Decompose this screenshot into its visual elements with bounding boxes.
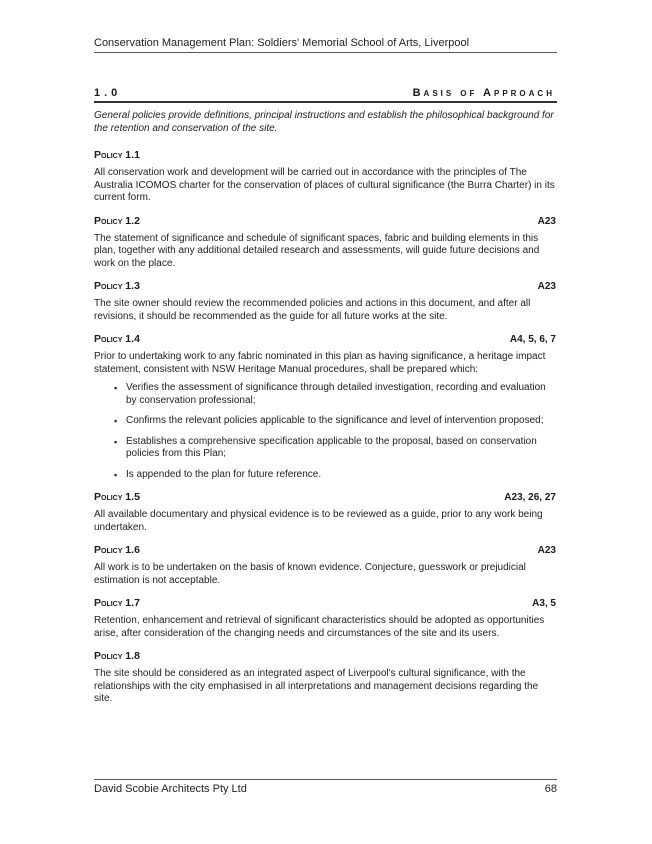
policy-text: The site should be considered as an integrated aspect of Liverpool's cultural significance, with the relationships with the city emphasised in all interpretations and management decisions regarding the site. xyxy=(94,668,539,704)
policy-title: Policy 1.6 xyxy=(94,544,140,556)
page-number: 68 xyxy=(544,783,557,795)
policy-reference: A4, 5, 6, 7 xyxy=(509,334,556,345)
policy-title: Policy 1.2 xyxy=(94,214,140,227)
policy-heading xyxy=(94,333,556,345)
policy-1-8 xyxy=(94,650,556,706)
policy-text: All available documentary and physical evidence is to be reviewed as a guide, prior to any work being undertaken. xyxy=(94,509,543,533)
list-item xyxy=(116,415,556,428)
section-title: Basis of Approach xyxy=(412,87,555,99)
policy-heading xyxy=(94,149,556,161)
policy-heading xyxy=(94,215,556,227)
policy-text: The site owner should review the recommended policies and actions in this document, and after all revisions, it should be recommended as the guide for all future works at the site. xyxy=(94,298,531,322)
policy-title: Policy 1.8 xyxy=(94,650,140,662)
policy-1-3 xyxy=(94,280,556,323)
policy-reference: A23, 26, 27 xyxy=(504,492,556,503)
policy-reference: A23 xyxy=(537,545,556,556)
policy-reference: A23 xyxy=(537,281,556,292)
bullet-icon: ▪ xyxy=(114,436,118,447)
policy-text: Prior to undertaking work to any fabric nominated in this plan as having significance, a heritage impact statement, consistent with NSW Heritage Manual procedures, shall be prepared which: xyxy=(94,351,546,375)
policy-reference: A23 xyxy=(537,215,556,227)
list-item xyxy=(116,382,556,407)
policy-text: Retention, enhancement and retrieval of significant characteristics should be adopted as opportunities arise, after consideration of the changing needs and circumstances of the site and its users. xyxy=(94,615,545,639)
policy-list xyxy=(94,149,556,716)
company-name: David Scobie Architects Pty Ltd xyxy=(94,783,247,795)
policy-1-1 xyxy=(94,149,556,205)
policy-1-2 xyxy=(94,215,556,271)
bullet-icon: ▪ xyxy=(114,469,118,480)
policy-text: All conservation work and development will be carried out in accordance with the principles of The Australia ICOMOS charter for the conservation of places of cultural significance (the Burra Charter) in its current form. xyxy=(94,167,555,203)
policy-title: Policy 1.1 xyxy=(94,149,140,161)
page-header xyxy=(94,37,557,53)
policy-1-5 xyxy=(94,491,556,534)
policy-1-6 xyxy=(94,544,556,587)
section-heading xyxy=(94,87,557,103)
policy-1-4 xyxy=(94,333,556,481)
policy-title: Policy 1.5 xyxy=(94,491,140,503)
section-intro: General policies provide definitions, principal instructions and establish the philosophical background for the retention and conservation of the site. xyxy=(94,110,554,134)
policy-1-7 xyxy=(94,597,556,640)
policy-text: All work is to be undertaken on the basis of known evidence. Conjecture, guesswork or prejudicial estimation is not acceptable. xyxy=(94,562,526,586)
list-item-text: Confirms the relevant policies applicable to the significance and level of intervention proposed; xyxy=(126,415,544,426)
list-item-text: Verifies the assessment of significance through detailed investigation, recording and evaluation by conservation professional; xyxy=(126,382,546,406)
policy-bullet-list xyxy=(94,382,556,481)
policy-heading xyxy=(94,597,556,609)
policy-title: Policy 1.4 xyxy=(94,333,140,345)
policy-title: Policy 1.3 xyxy=(94,280,140,292)
bullet-icon: ▪ xyxy=(114,416,118,426)
page-footer xyxy=(94,779,557,795)
list-item-text: Establishes a comprehensive specification applicable to the proposal, based on conservation policies from this Plan; xyxy=(126,435,537,459)
policy-title: Policy 1.7 xyxy=(94,597,140,609)
list-item xyxy=(116,436,556,461)
policy-heading xyxy=(94,280,556,292)
section-number: 1.0 xyxy=(94,87,122,99)
document-title: Conservation Management Plan: Soldiers' Memorial School of Arts, Liverpool xyxy=(94,37,470,49)
policy-text: The statement of significance and schedule of significant spaces, fabric and building elements in this plan, together with any additional detailed research and assessments, will guide future decisions and work on the place. xyxy=(94,232,540,269)
policy-heading xyxy=(94,650,556,662)
policy-heading xyxy=(94,544,556,556)
bullet-icon: ▪ xyxy=(114,383,118,393)
policy-heading xyxy=(94,491,556,503)
policy-reference: A3, 5 xyxy=(532,598,556,609)
list-item-text: Is appended to the plan for future reference. xyxy=(126,468,322,480)
list-item xyxy=(116,469,556,482)
